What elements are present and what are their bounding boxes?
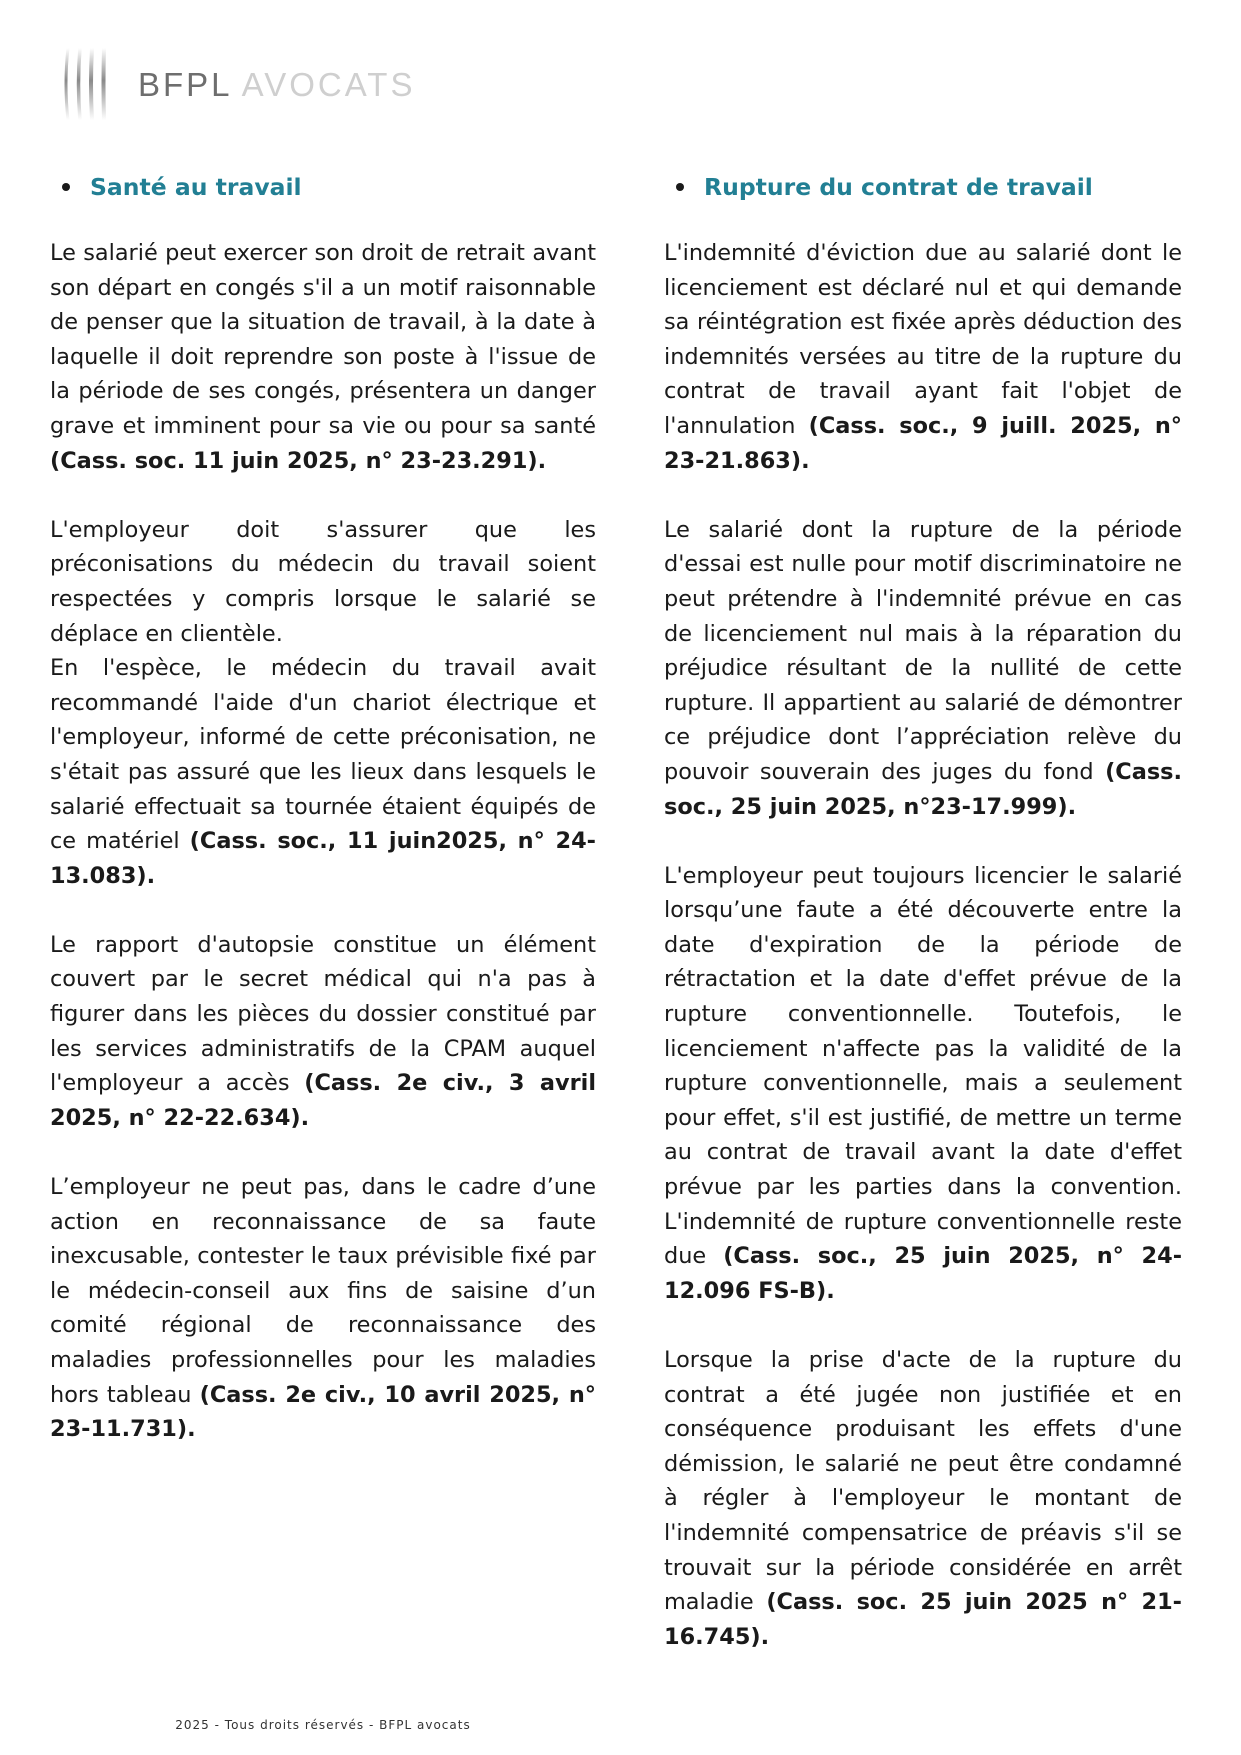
case-reference: (Cass. soc., 11 juin2025, n° 24-13.083). <box>50 828 596 889</box>
paragraph: L’employeur ne peut pas, dans le cadre d’une action en reconnaissance de sa faute inexcusable, contester le taux prévisible fixé par le médecin-conseil aux fins de saisine d’un comité régional de reconnaissance des maladies professionnelles pour les maladies hors tableau (Cass. 2e civ., 10 avril 2025, n° 23-11.731). <box>50 1174 596 1443</box>
section-title: Rupture du contrat de travail <box>704 173 1093 201</box>
paragraph: L'employeur doit s'assurer que les préconisations du médecin du travail soient respectées y compris lorsque le salarié se déplace en clientèle. <box>50 516 596 647</box>
section-heading-sante <box>62 170 596 204</box>
paragraph: Le salarié peut exercer son droit de retrait avant son départ en congés s'il a un motif raisonnable de penser que la situation de travail, à la date à laquelle il doit reprendre son poste à l'issue de la période de ses congés, présentera un danger grave et imminent pour sa vie ou pour sa santé (Cass. soc. 11 juin 2025, n° 23-23.291). <box>50 240 596 474</box>
brand-name-part1: BFPL <box>138 65 232 103</box>
right-column <box>664 170 1182 1689</box>
bullet-icon <box>62 183 70 191</box>
left-column <box>50 170 596 1481</box>
case-reference: (Cass. soc., 25 juin 2025, n°23-17.999). <box>664 758 1182 820</box>
brand-logo <box>62 44 415 124</box>
logo-mark-icon <box>62 44 124 124</box>
brand-name-part2: AVOCATS <box>241 65 416 103</box>
paragraph: Lorsque la prise d'acte de la rupture du contrat a été jugée non justifiée et en conséquence produisant les effets d'une démission, le salarié ne peut être condamné à régler à l'employeur le montant de l'indemnité compensatrice de préavis s'il se trouvait sur la période considérée en arrêt maladie (Cass. soc. 25 juin 2025 n° 21-16.745). <box>664 1347 1182 1650</box>
paragraph: Le salarié dont la rupture de la période d'essai est nulle pour motif discriminatoire ne peut prétendre à l'indemnité prévue en cas de licenciement nul mais à la réparation du préjudice résultant de la nullité de cette rupture. Il appartient au salarié de démontrer ce préjudice dont l’appréciation relève du pouvoir souverain des juges du fond (Cass. soc., 25 juin 2025, n°23-17.999). <box>664 516 1182 820</box>
case-reference: (Cass. 2e civ., 10 avril 2025, n° 23-11.731). <box>50 1381 596 1443</box>
case-reference: (Cass. soc., 25 juin 2025, n° 24-12.096 FS-B). <box>664 1243 1182 1304</box>
case-reference: (Cass. soc., 9 juill. 2025, n° 23-21.863). <box>664 412 1183 474</box>
case-reference: (Cass. 2e civ., 3 avril 2025, n° 22-22.634). <box>50 1070 596 1131</box>
brand-name <box>138 65 416 103</box>
section-heading-rupture <box>676 170 1182 204</box>
paragraph: Le rapport d'autopsie constitue un élément couvert par le secret médical qui n'a pas à figurer dans les pièces du dossier constitué par les services administratifs de la CPAM auquel l'employeur a accès (Cass. 2e civ., 3 avril 2025, n° 22-22.634). <box>50 931 596 1131</box>
bullet-icon <box>676 183 684 191</box>
case-reference: (Cass. soc. 11 juin 2025, n° 23-23.291). <box>50 447 547 474</box>
section-title: Santé au travail <box>90 173 302 201</box>
paragraph: En l'espèce, le médecin du travail avait recommandé l'aide d'un chariot électrique et l'employeur, informé de cette préconisation, ne s'était pas assuré que les lieux dans lesquels le salarié effectuait sa tournée étaient équipés de ce matériel (Cass. soc., 11 juin2025, n° 24-13.083). <box>50 655 596 889</box>
case-reference: (Cass. soc. 25 juin 2025 n° 21-16.745). <box>664 1589 1182 1650</box>
paragraph: L'employeur peut toujours licencier le salarié lorsqu’une faute a été découverte entre la date d'expiration de la période de rétractation et la date d'effet prévue de la rupture conventionnelle. Toutefois, le licenciement n'affecte pas la validité de la rupture conventionnelle, mais a seulement pour effet, s'il est justifié, de mettre un terme au contrat de travail avant la date d'effet prévue par les parties dans la convention. L'indemnité de rupture conventionnelle reste due (Cass. soc., 25 juin 2025, n° 24-12.096 FS-B). <box>664 862 1182 1304</box>
paragraph: L'indemnité d'éviction due au salarié dont le licenciement est déclaré nul et qui demande sa réintégration est fixée après déduction des indemnités versées au titre de la rupture du contrat de travail ayant fait l'objet de l'annulation (Cass. soc., 9 juill. 2025, n° 23-21.863). <box>664 240 1183 474</box>
footer-copyright: 2025 - Tous droits réservés - BFPL avocats <box>175 1718 471 1732</box>
